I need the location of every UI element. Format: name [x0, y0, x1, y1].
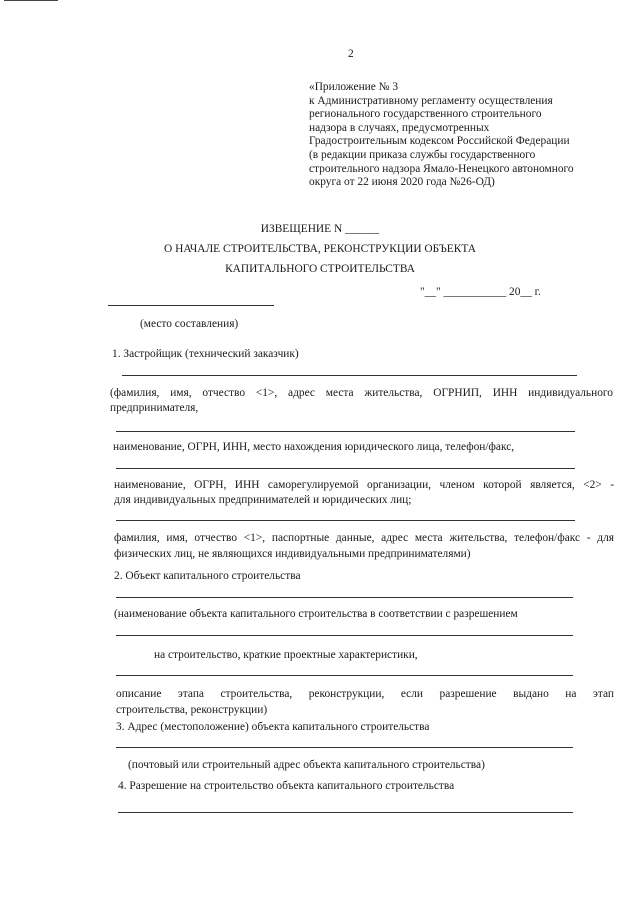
- attachment-line: (в редакции приказа службы государственного: [309, 148, 536, 161]
- attachment-line: Градостроительным кодексом Российской Федерации: [309, 135, 570, 148]
- permit-blank[interactable]: [118, 812, 573, 813]
- developer-blank-4[interactable]: [116, 520, 575, 521]
- section-2-hint-2: на строительство, краткие проектные характеристики,: [154, 649, 418, 661]
- object-blank-3[interactable]: [116, 675, 573, 676]
- attachment-line: регионального государственного строительного: [309, 108, 542, 121]
- attachment-line: округа от 22 июня 2020 года №26-ОД): [309, 176, 495, 189]
- attachment-note: [309, 81, 609, 190]
- section-4-heading: 4. Разрешение на строительство объекта капитального строительства: [118, 780, 455, 792]
- place-caption: (место составления): [140, 318, 239, 330]
- scan-edge-line: [4, 0, 58, 1]
- object-blank-2[interactable]: [116, 635, 573, 636]
- notice-title: ИЗВЕЩЕНИЕ N ______: [260, 223, 380, 235]
- address-blank[interactable]: [116, 747, 573, 748]
- developer-blank[interactable]: [122, 375, 577, 376]
- object-blank[interactable]: [116, 597, 573, 598]
- attachment-line: «Приложение № 3: [309, 81, 399, 93]
- notice-subtitle: О НАЧАЛЕ СТРОИТЕЛЬСТВА, РЕКОНСТРУКЦИИ ОБЪЕКТА: [164, 243, 476, 255]
- section-1-hint-3: наименование, ОГРН, ИНН саморегулируемой организации, членом которой является, <2> -: [114, 479, 614, 491]
- section-2-heading: 2. Объект капитального строительства: [114, 570, 301, 582]
- section-1-hint-3-cont: для индивидуальных предпринимателей и юридических лиц;: [114, 494, 412, 506]
- section-1-hint: (фамилия, имя, отчество <1>, адрес места жительства, ОГРНИП, ИНН индивидуального: [110, 387, 613, 399]
- attachment-line: к Административному регламенту осуществления: [309, 94, 553, 107]
- section-2-hint: (наименование объекта капитального строительства в соответствии с разрешением: [114, 608, 518, 620]
- notice-subtitle-2: КАПИТАЛЬНОГО СТРОИТЕЛЬСТВА: [225, 263, 415, 275]
- section-2-hint-3: описание этапа строительства, реконструкции, если разрешение выдано на этап: [116, 688, 614, 700]
- page-number: 2: [348, 48, 354, 60]
- section-3-heading: 3. Адрес (местоположение) объекта капитального строительства: [116, 721, 430, 733]
- developer-blank-3[interactable]: [116, 468, 575, 469]
- section-1-hint-4-cont: физических лиц, не являющихся индивидуальными предпринимателями): [114, 548, 471, 560]
- section-3-hint: (почтовый или строительный адрес объекта капитального строительства): [128, 759, 485, 771]
- section-1-hint-2: наименование, ОГРН, ИНН, место нахождения юридического лица, телефон/факс,: [113, 441, 515, 453]
- attachment-line: строительного надзора Ямало-Ненецкого автономного: [309, 162, 574, 175]
- section-1-heading: 1. Застройщик (технический заказчик): [112, 348, 299, 360]
- attachment-line: надзора в случаях, предусмотренных: [309, 121, 490, 134]
- developer-blank-2[interactable]: [116, 431, 575, 432]
- section-2-hint-3-cont: строительства, реконструкции): [116, 704, 268, 716]
- section-1-hint-4: фамилия, имя, отчество <1>, паспортные данные, адрес места жительства, телефон/факс - для: [114, 532, 614, 544]
- date-field[interactable]: "__" ___________ 20__ г.: [420, 286, 541, 298]
- place-blank[interactable]: [108, 305, 274, 306]
- section-1-hint-cont: предпринимателя,: [110, 402, 199, 414]
